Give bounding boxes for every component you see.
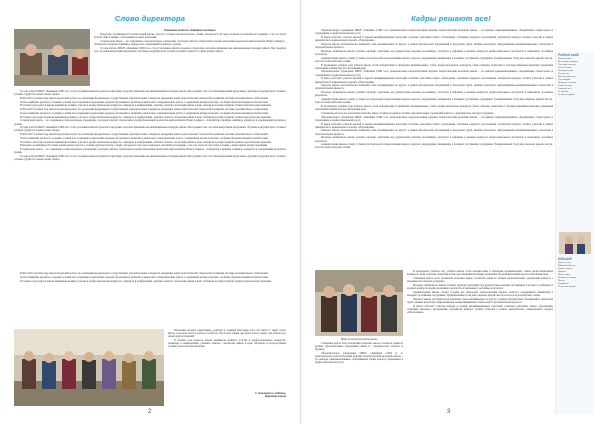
paragraph: В 2014-2015 учебном году школа продолжила работу по реализации федеральных государственных образовательных стандартов, внедрению новых педагогических технологий и развитию системы дополнительного образования.	[20, 108, 269, 112]
paragraph: В выпуске, посвящённом 55-летию нашей школы, хочется с особым чувством сказать о людях, которые все эти годы создавали и сохраняли её традиции, о тех, кто отдал ей свои силы и знания, о выпускниках разных поколений.	[94, 32, 286, 39]
paragraph: Уважаемые коллеги, выпускники, родители и ученики! Благодарю всех, кто вместе с нами строит школу, в которой хочется учиться и работать. Пусть наш общий дом будет всегда открыт для добрых дел, новых идей и открытий!	[168, 329, 286, 339]
paragraph: В выпуске, посвящённом 55-летию нашей школы, хочется с особым чувством сказать о людях, которые все эти годы создавали и сохраняли её традиции, о тех, кто отдал ей свои силы и знания, о выпускниках разных поколений.	[20, 144, 268, 148]
wish-line: Пусть будет	[558, 273, 571, 276]
poem-line: Где каждый	[558, 78, 571, 81]
director-photo	[14, 29, 90, 86]
poem-line: Встречен теплом.	[558, 81, 577, 84]
wish-line: Больше учеников,	[558, 276, 577, 279]
wish-block	[558, 258, 592, 288]
right-page-heading: Кадры решают все!	[411, 14, 491, 23]
paragraph: В 2014-2015 учебном году школа продолжила работу по реализации федеральных государственных образовательных стандартов, внедрению новых педагогических технологий и развитию системы дополнительного образования.	[20, 96, 269, 100]
wish-line: Юбилейный год	[558, 264, 575, 267]
paragraph: В школе работают учителя высшей и первой квалификационных категорий, почётные работники общего образования, отличники народного просвещения, победители конкурса лучших учителей в рамках приоритетного национального проекта «Образование».	[315, 35, 553, 43]
right-sidebar	[555, 52, 594, 414]
paragraph: В течение года педагоги школы принимали активное участие в профессиональных конкурсах, семинарах и конференциях, делились опытом с коллегами района и края, обобщали и распространяли лучшие педагогические практики.	[20, 104, 272, 108]
paragraph: В школе работают учителя высшей и первой квалификационных категорий, почётные работники общего образования, отличники народного просвещения, победители конкурса лучших учителей в рамках приоритетного национального проекта «Образование».	[407, 304, 553, 314]
paragraph: Педагоги школы систематически повышают свою квалификацию на курсах, в рамках методических объединений и творческих групп, активно используют информационно-коммуникационные технологии в образовательном процессе.	[315, 129, 553, 136]
paragraph: Администрация школы создаёт условия для творческой самореализации каждого педагога, поддерживает инициативу и поощряет достижения сотрудников. Традиционными стали дни открытых дверей, мастер-классы и педагогические чтения.	[407, 290, 553, 297]
paragraph: Особое внимание уделялось созданию условий для сохранения и укрепления здоровья обучающихся, развитию ученического самоуправления, работе с одарёнными детьми и детьми с особыми образовательными потребностями.	[20, 275, 269, 279]
right-page-caption	[315, 338, 403, 410]
paragraph: Образовательное учреждение МБОУ «Линейная СОШ №2» укомплектовано педагогическими кадрами. Педагогический коллектив школы – это команда единомышленников, объединённых общей целью и стремлением к профессиональному росту.	[315, 351, 403, 365]
page-number: 2	[148, 409, 152, 415]
poem-line: Как светлый дом,	[558, 75, 577, 78]
poem-line: Весенним солнцем	[558, 60, 578, 63]
paragraph: Образовательное учреждение МБОУ «Линейная СОШ №2» укомплектовано педагогическими кадрами. Педагогический коллектив школы – это команда единомышленников, объединённых общей целью и стремлением к профессиональному росту.	[315, 70, 553, 77]
paragraph: В 2014-2015 учебном году школа продолжила работу по реализации федеральных государственных образовательных стандартов, внедрению новых педагогических технологий и развитию системы дополнительного образования.	[20, 133, 269, 137]
greeting: Уважаемые читатели «Линейного вестника»!	[163, 29, 217, 32]
paragraph: Педагоги школы систематически повышают свою квалификацию на курсах, в рамках методических объединений и творческих групп, активно используют информационно-коммуникационные технологии в образовательном процессе.	[315, 84, 553, 91]
wish-line: И смелых шагов!	[558, 285, 576, 288]
director-signature	[168, 392, 286, 398]
paragraph: В течение года педагоги школы принимали активное участие в профессиональных конкурсах, семинарах и конференциях, делились опытом с коллегами района и края, обобщали и распространяли лучшие педагогические практики.	[20, 140, 272, 144]
poem-line: В тебе мечты	[558, 66, 572, 69]
paragraph: Особое внимание уделялось созданию условий для сохранения и укрепления здоровья обучающихся, развитию ученического самоуправления, работе с одарёнными детьми и детьми с особыми образовательными потребностями.	[20, 100, 269, 104]
paragraph: За годы работы МБОУ «Линейная СОШ №2» стала участником многих проектов и программ, получила признание как инновационная площадка района. Мы гордимся тем, что наши выпускники продолжают обучение в ведущих вузах страны и успешно трудятся в самых разных сферах.	[14, 155, 286, 162]
sidebar-photo	[559, 232, 591, 254]
right-page-body-top	[315, 29, 553, 267]
poem-title: Родной свой!	[558, 53, 580, 57]
paragraph: Сегодня наша школа – это современное образовательное учреждение, в котором работает творческий и профессиональный педагогический коллектив. Наши учащиеся – победители и призёры олимпиад, конкурсов и соревнований различного уровня.	[94, 39, 286, 46]
wish-line: Удача к школе	[558, 267, 573, 270]
poem-line: И добрые дела.	[558, 69, 574, 72]
poem-line: Учитель наш,	[558, 84, 573, 87]
poem-line: Ты озарён всегда,	[558, 63, 577, 66]
paragraph: Особое внимание уделялось созданию условий для сохранения и укрепления здоровья обучающихся, развитию ученического самоуправления, работе с одарёнными детьми и детьми с особыми образовательными потребностями.	[20, 111, 269, 115]
left-page-body-top	[94, 29, 286, 87]
right-page-body-bottom	[407, 270, 553, 410]
poem-line: Родной свой!	[558, 57, 572, 60]
paragraph: Молодые специалисты школы успешно проходят адаптацию под руководством опытных наставников, участвуют в районных и краевых конкурсах профессионального мастерства и показывают достойные результаты.	[315, 91, 553, 98]
paragraph: Педагоги школы систематически повышают свою квалификацию на курсах, в рамках методических объединений и творческих групп, активно используют информационно-коммуникационные технологии в образовательном процессе.	[315, 42, 553, 49]
poem-line: За знания,	[558, 90, 569, 93]
paragraph: В течение года педагоги школы принимали активное участие в профессиональных конкурсах, семинарах и конференциях, делились опытом с коллегами района и края, обобщали и распространяли лучшие педагогические практики.	[20, 115, 272, 119]
paragraph: Администрация школы создаёт условия для творческой самореализации каждого педагога, поддерживает инициативу и поощряет достижения сотрудников. Традиционными стали дни открытых дверей, мастер-классы и педагогические чтения.	[315, 56, 553, 63]
poem-block	[558, 54, 592, 96]
wish-title: Юбилей!	[558, 257, 572, 261]
left-page-body-middle	[14, 90, 286, 270]
paragraph: В прошедшем учебном году учителя школы стали победителями и призёрами муниципальных этапов профессиональных конкурсов, были отмечены грамотами и благодарственными письмами управления образования и министерства образования края.	[315, 63, 553, 70]
paragraph: Администрация школы создаёт условия для творческой самореализации каждого педагога, поддерживает инициативу и поощряет достижения сотрудников. Традиционными стали дни открытых дверей, мастер-классы и педагогические чтения.	[315, 143, 553, 150]
paragraph: В течение года педагоги школы принимали активное участие в профессиональных конкурсах, семинарах и конференциях, делились опытом с коллегами района и края, обобщали и распространяли лучшие педагогические практики.	[168, 339, 286, 349]
paragraph: Слаженная работа всего коллектива позволяет школе оставаться одним из лучших образовательных учреждений района и с уверенностью смотреть в будущее.	[315, 341, 403, 352]
paragraph: Молодые специалисты школы успешно проходят адаптацию под руководством опытных наставников, участвуют в районных и краевых конкурсах профессионального мастерства и показывают достойные результаты.	[315, 136, 553, 143]
poem-line: За свет в судьбе!	[558, 93, 576, 96]
paragraph: Слаженная работа всего коллектива позволяет школе оставаться одним из лучших образовательных учреждений района и с уверенностью смотреть в будущее.	[407, 276, 553, 284]
paragraph: Молодые специалисты школы успешно проходят адаптацию под руководством опытных наставников, участвуют в районных и краевых конкурсах профессионального мастерства и показывают достойные результаты.	[407, 283, 553, 290]
school-event-photo	[14, 329, 164, 406]
staff-photo	[315, 270, 403, 336]
paragraph: Образовательное учреждение МБОУ «Линейная СОШ №2» укомплектовано педагогическими кадрами. Педагогический коллектив школы – это команда единомышленников, объединённых общей целью и стремлением к профессиональному росту.	[315, 115, 553, 122]
signature-line-1: С уважением и любовью,	[255, 392, 286, 395]
poem-line: Спасибо тебе	[558, 87, 572, 90]
wish-line: Побед,	[558, 279, 566, 282]
paragraph: Молодые специалисты школы успешно проходят адаптацию под руководством опытных наставников, участвуют в районных и краевых конкурсах профессионального мастерства и показывают достойные результаты.	[315, 49, 553, 56]
signature-line-2: директор школы	[265, 395, 286, 398]
paragraph: За годы работы МБОУ «Линейная СОШ №2» стала участником многих проектов и программ, получила признание как инновационная площадка района. Мы гордимся тем, что наши выпускники продолжают обучение в ведущих вузах страны и успешно трудятся в самых разных сферах.	[14, 90, 286, 97]
paragraph: В 2014-2015 учебном году школа продолжила работу по реализации федеральных государственных образовательных стандартов, внедрению новых педагогических технологий и развитию системы дополнительного образования.	[20, 272, 269, 275]
wish-line: Пусть в этот	[558, 261, 571, 264]
photo-caption: Педагогический коллектив школы	[340, 338, 378, 341]
paragraph: В прошедшем учебном году учителя школы стали победителями и призёрами муниципальных этапов профессиональных конкурсов, были отмечены грамотами и благодарственными письмами управления образования и министерства образования края.	[407, 270, 553, 277]
wish-line: Придёт!	[558, 270, 567, 273]
poem-line: Ты для нас	[558, 72, 570, 75]
page-number: 3	[447, 409, 451, 415]
paragraph: Особое внимание уделялось созданию условий для сохранения и укрепления здоровья обучающихся, развитию ученического самоуправления, работе с одарёнными детьми и детьми с особыми образовательными потребностями.	[20, 136, 269, 140]
paragraph: В прошедшем учебном году учителя школы стали победителями и призёрами муниципальных этапов профессиональных конкурсов, были отмечены грамотами и благодарственными письмами управления образования и министерства образования края.	[315, 104, 553, 112]
paragraph: В школе работают учителя высшей и первой квалификационных категорий, почётные работники общего образования, отличники народного просвещения, победители конкурса лучших учителей в рамках приоритетного национального проекта «Образование».	[315, 77, 553, 84]
paragraph: Сегодня наша школа – это современное образовательное учреждение, в котором работает творческий и профессиональный педагогический коллектив. Наши учащиеся – победители и призёры олимпиад, конкурсов и соревнований различного уровня.	[14, 119, 286, 126]
paragraph: Педагоги школы систематически повышают свою квалификацию на курсах, в рамках методических объединений и творческих групп, активно используют информационно-коммуникационные технологии в образовательном процессе.	[407, 297, 553, 304]
wish-line: Открытий	[558, 282, 569, 285]
left-page-heading: Слово директора	[114, 14, 186, 23]
left-page-body-lower	[14, 272, 286, 326]
paragraph: За годы работы МБОУ «Линейная СОШ №2» стала участником многих проектов и программ, получила признание как инновационная площадка района. Мы гордимся тем, что наши выпускники продолжают обучение в ведущих вузах страны и успешно трудятся в самых разных сферах.	[14, 126, 286, 133]
paragraph: За годы работы МБОУ «Линейная СОШ №2» стала участником многих проектов и программ, получила признание как инновационная площадка района. Мы гордимся тем, что наши выпускники продолжают обучение в ведущих вузах страны и успешно трудятся в самых разных сферах.	[94, 46, 286, 53]
left-page-body-bottom	[168, 329, 286, 387]
paragraph: Администрация школы создаёт условия для творческой самореализации каждого педагога, поддерживает инициативу и поощряет достижения сотрудников. Традиционными стали дни открытых дверей, мастер-классы и педагогические чтения.	[315, 98, 553, 105]
paragraph: В течение года педагоги школы принимали активное участие в профессиональных конкурсах, семинарах и конференциях, делились опытом с коллегами района и края, обобщали и распространяли лучшие педагогические практики.	[20, 279, 272, 283]
paragraph: Образовательное учреждение МБОУ «Линейная СОШ №2» укомплектовано педагогическими кадрами. Педагогический коллектив школы – это команда единомышленников, объединённых общей целью и стремлением к профессиональному росту.	[315, 29, 553, 36]
paragraph: В школе работают учителя высшей и первой квалификационных категорий, почётные работники общего образования, отличники народного просвещения, победители конкурса лучших учителей в рамках приоритетного национального проекта «Образование».	[315, 122, 553, 129]
paragraph: Сегодня наша школа – это современное образовательное учреждение, в котором работает творческий и профессиональный педагогический коллектив. Наши учащиеся – победители и призёры олимпиад, конкурсов и соревнований различного уровня.	[14, 148, 286, 155]
paragraph: Слаженная работа всего коллектива позволяет школе оставаться одним из лучших образовательных учреждений района и с уверенностью смотреть в будущее.	[321, 111, 494, 115]
